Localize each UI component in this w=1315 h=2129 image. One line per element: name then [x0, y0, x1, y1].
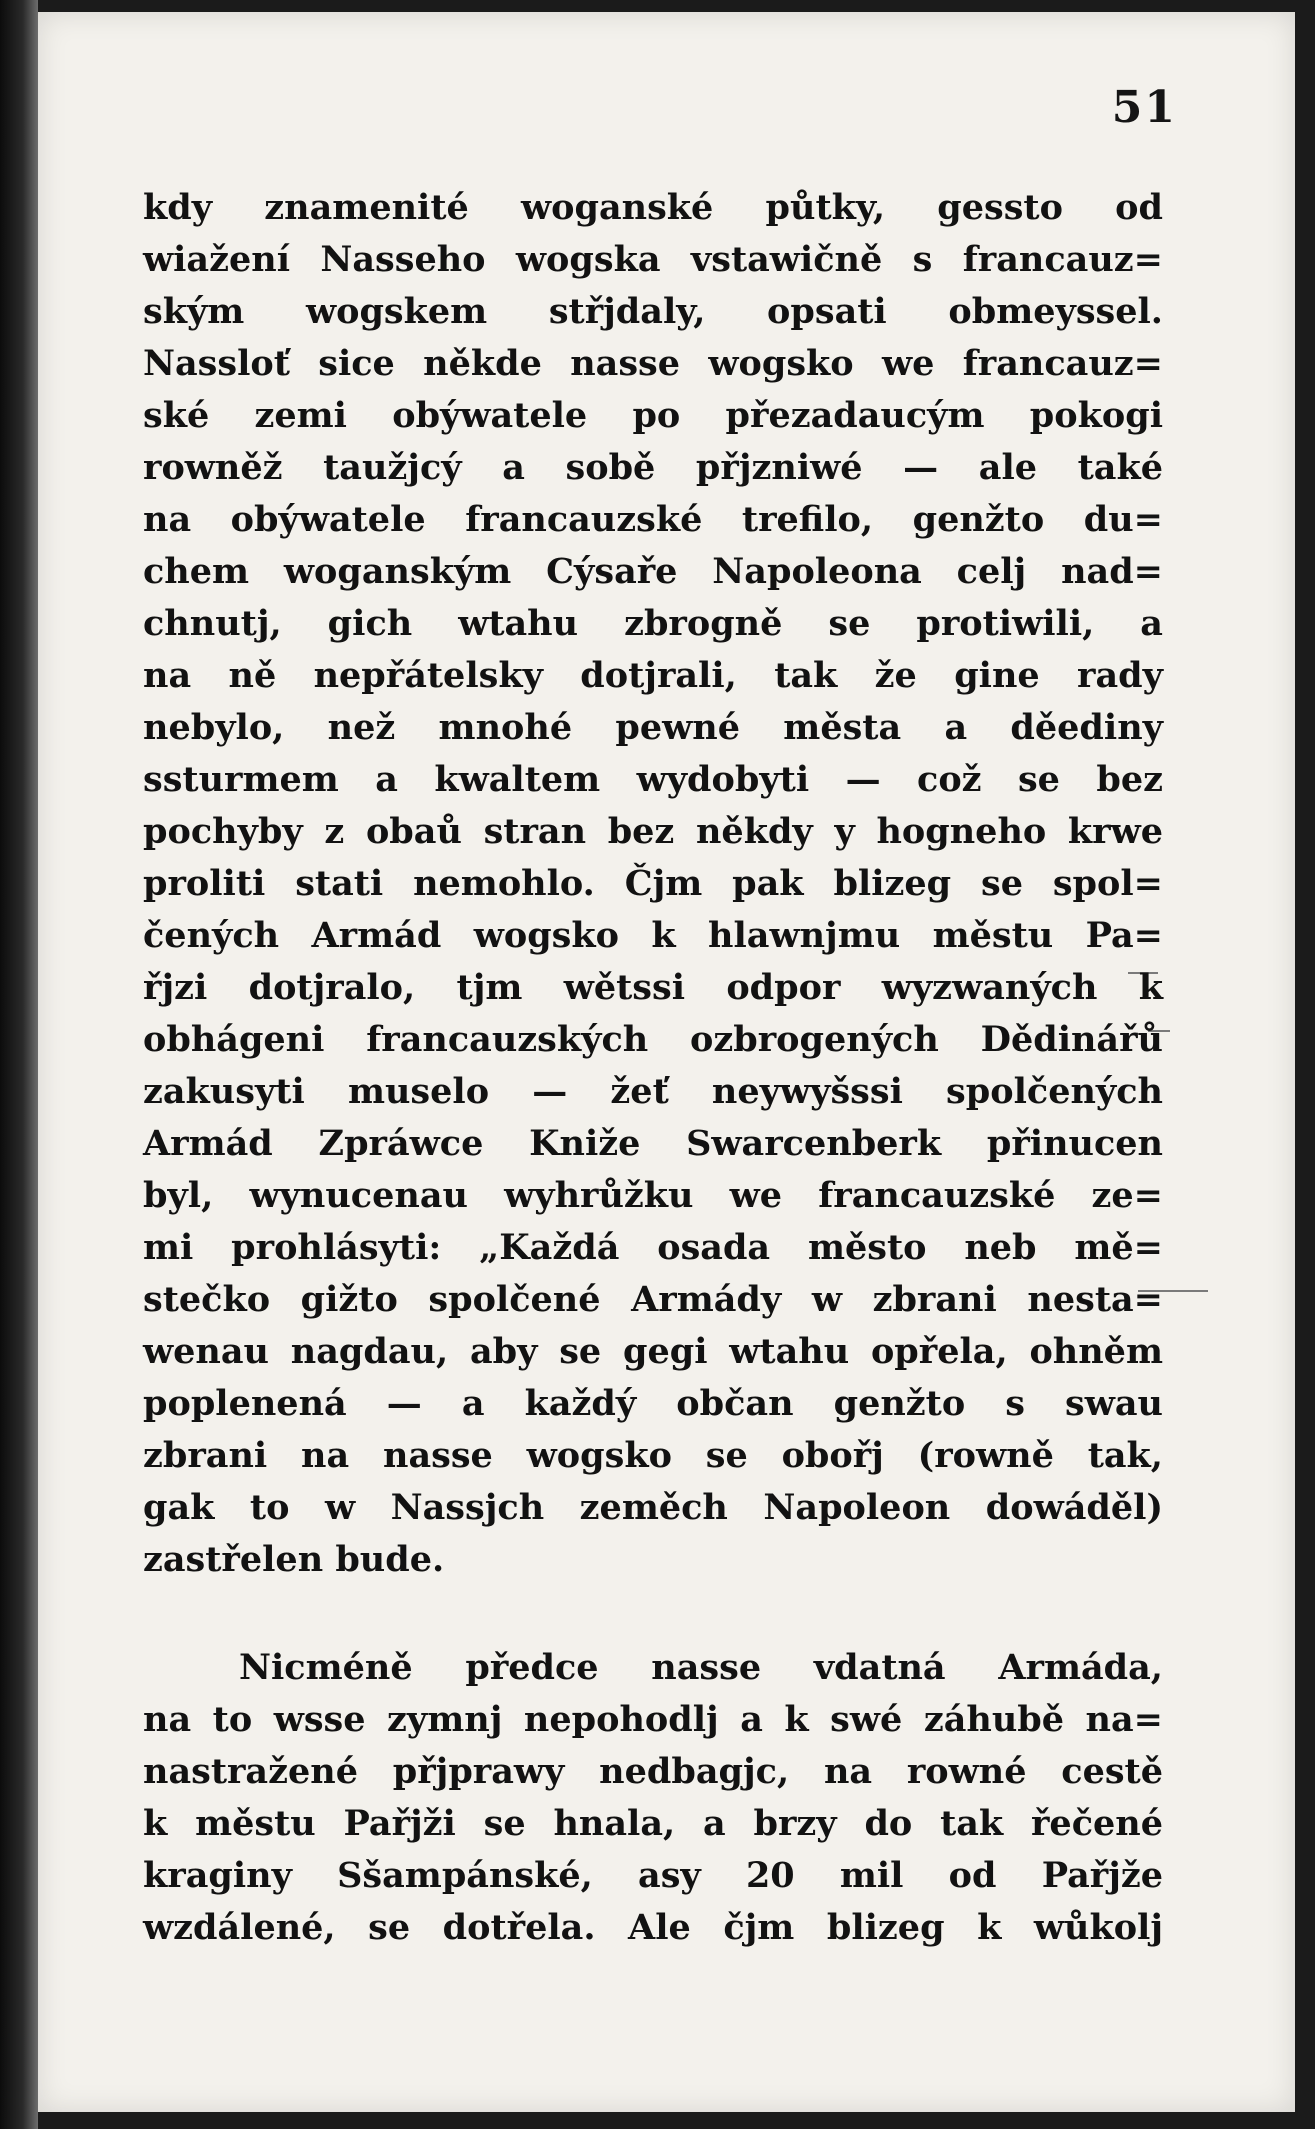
text-line: ským wogskem střjdaly, opsati obmeyssel.: [143, 291, 1163, 332]
text-line: řjzi dotjralo, tjm wětssi odpor wyzwaných k: [143, 967, 1163, 1008]
text-line: zbrani na nasse wogsko se obořj (rowně tak,: [143, 1435, 1163, 1476]
text-line: byl, wynucenau wyhrůžku we francauzské ze=: [143, 1175, 1163, 1216]
text-line: kraginy Sšampánské, asy 20 mil od Pařjže: [143, 1855, 1163, 1896]
text-line: obhágeni francauzských ozbrogených Dědinářů: [143, 1019, 1163, 1060]
text-line: k městu Pařjži se hnala, a brzy do tak řečené: [143, 1803, 1163, 1844]
text-line: Nicméně předce nasse vdatná Armáda,: [239, 1647, 1163, 1688]
text-line: mi prohlásyti: „Každá osada město neb mě=: [143, 1227, 1163, 1268]
text-line: gak to w Nassjch zeměch Napoleon dowáděl): [143, 1487, 1163, 1528]
paragraph-gap: [143, 1586, 1163, 1642]
text-line: ssturmem a kwaltem wydobyti — což se bez: [143, 759, 1163, 800]
text-line: poplenená — a každý občan genžto s swau: [143, 1383, 1163, 1424]
text-line: rowněž taužjcý a sobě přjzniwé — ale také: [143, 447, 1163, 488]
text-block: [143, 182, 1163, 1954]
text-line: chnutj, gich wtahu zbrogně se protiwili, a: [143, 603, 1163, 644]
text-line: na obýwatele francauzské trefilo, genžto du=: [143, 499, 1163, 540]
text-line: zakusyti muselo — žeť neywyšssi spolčených: [143, 1071, 1163, 1112]
text-line: Armád Zpráwce Kniže Swarcenberk přinucen: [143, 1123, 1163, 1164]
text-line: wzdálené, se dotřela. Ale čjm blizeg k wůkolj: [143, 1907, 1163, 1948]
paragraph-1: [143, 182, 1163, 1586]
book-page: [38, 12, 1295, 2112]
text-line: pochyby z obaů stran bez někdy y hogneho krwe: [143, 811, 1163, 852]
text-line: na to wsse zymnj nepohodlj a k swé záhubě na=: [143, 1699, 1163, 1740]
text-line: čených Armád wogsko k hlawnjmu městu Pa=: [143, 915, 1163, 956]
text-line: nastražené přjprawy nedbagjc, na rowné cestě: [143, 1751, 1163, 1792]
scan-left-edge: [0, 0, 38, 2129]
text-line: Nassloť sice někde nasse wogsko we francauz=: [143, 343, 1163, 384]
text-line: nebylo, než mnohé pewné města a děediny: [143, 707, 1163, 748]
text-line: wiažení Nasseho wogska vstawičně s francauz=: [143, 239, 1163, 280]
text-line: wenau nagdau, aby se gegi wtahu opřela, ohněm: [143, 1331, 1163, 1372]
text-line: zastřelen bude.: [143, 1539, 445, 1580]
paragraph-2: [143, 1642, 1163, 1954]
text-line: stečko gižto spolčené Armády w zbrani nesta=: [143, 1279, 1163, 1320]
text-line: ské zemi obýwatele po přezadaucým pokogi: [143, 395, 1163, 436]
page-number: 51: [1111, 82, 1177, 133]
text-line: na ně nepřátelsky dotjrali, tak že gine rady: [143, 655, 1163, 696]
text-line: proliti stati nemohlo. Čjm pak blizeg se spol=: [143, 863, 1163, 904]
text-line: chem woganským Cýsaře Napoleona celj nad=: [143, 551, 1163, 592]
text-line: kdy znamenité woganské půtky, gessto od: [143, 187, 1163, 228]
